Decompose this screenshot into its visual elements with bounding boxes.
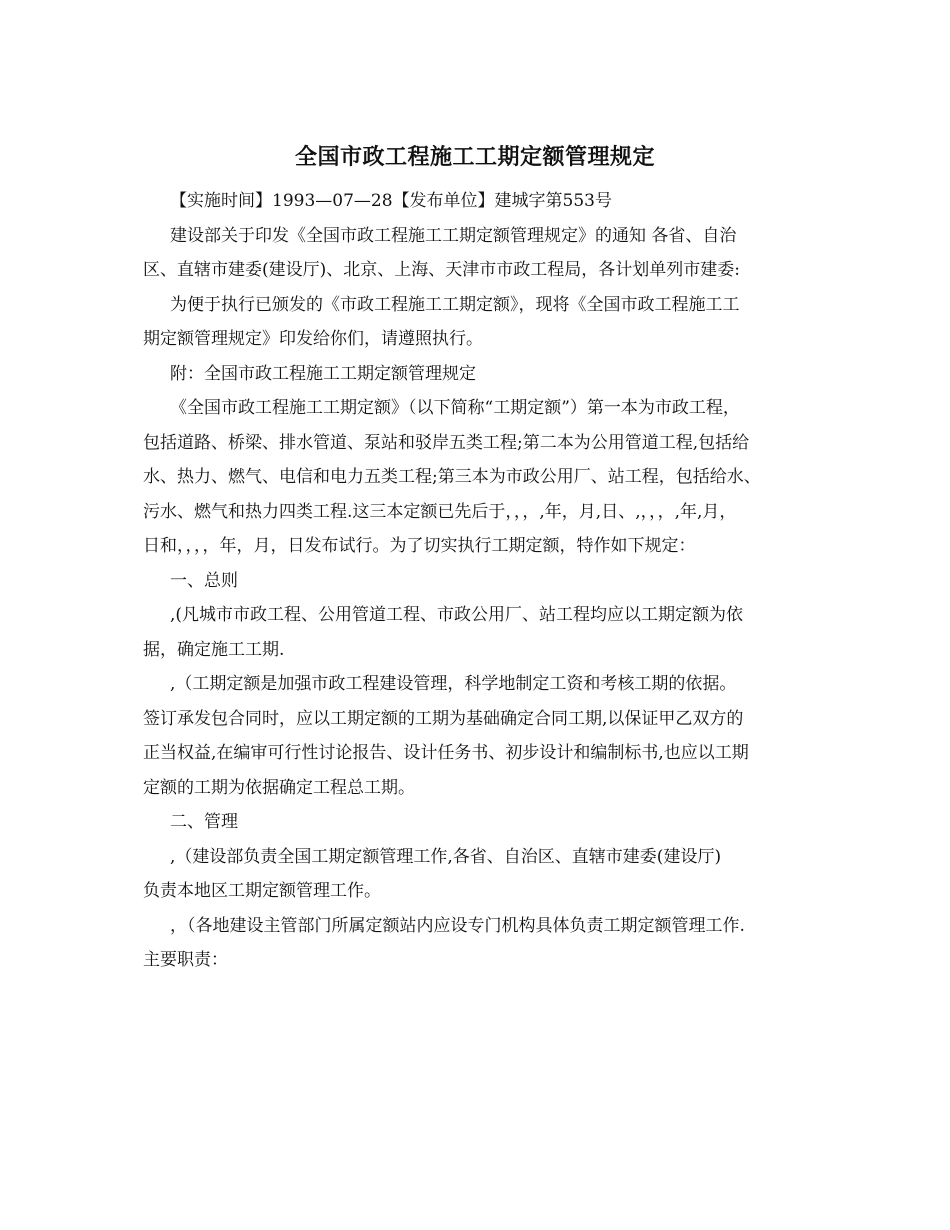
paragraph-line: ,（建设部负责全国工期定额管理工作,各省、自治区、直辖市建委(建设厅): [170, 846, 722, 867]
paragraph-line: 《全国市政工程施工工期定额》（以下简称“工期定额”）第一本为市政工程，: [170, 398, 740, 418]
paragraph-line: ,(凡城市市政工程、公用管道工程、市政公用厂、站工程均应以工期定额为依: [170, 605, 744, 625]
paragraph-line: 包括道路、桥梁、排水管道、泵站和驳岸五类工程;第二本为公用管道工程,包括给: [143, 432, 750, 453]
document-title: 全国市政工程施工工期定额管理规定: [294, 144, 655, 170]
paragraph-line: 水、热力、燃气、电信和电力五类工程;第三本为市政公用厂、站工程，包括给水、: [143, 467, 761, 487]
paragraph-line: 签订承发包合同时，应以工期定额的工期为基础确定合同工期,以保证甲乙双方的: [143, 708, 744, 729]
document-body: [143, 184, 828, 978]
paragraph-line: 污水、燃气和热力四类工程.这三本定额已先后于，，，,年，月,日、,，，，,年,月，: [143, 501, 737, 522]
paragraph-line: 期定额管理规定》印发给你们，请遵照执行。: [143, 329, 483, 349]
paragraph-line: 正当权益,在编审可行性讨论报告、设计任务书、初步设计和编制标书,也应以工期: [143, 743, 749, 763]
paragraph-line: 为便于执行已颁发的《市政工程施工工期定额》，现将《全国市政工程施工工: [170, 294, 740, 315]
paragraph-line: 定额的工期为依据确定工程总工期。: [143, 777, 415, 798]
meta-line: 【实施时间】1993—07—28【发布单位】建城字第553号: [170, 191, 612, 211]
paragraph-line: ，（各地建设主管部门所属定额站内应设专门机构具体负责工期定额管理工作.: [170, 915, 745, 936]
section-heading: 一、总则: [170, 570, 238, 591]
paragraph-line: 区、直辖市建委(建设厅)、北京、上海、天津市市政工程局，各计划单列市建委:: [143, 260, 740, 280]
paragraph-line: 日和，，，，年，月，日发布试行。为了切实执行工期定额，特作如下规定：: [143, 536, 696, 556]
section-heading: 二、管理: [170, 812, 238, 832]
paragraph-line: 据，确定施工工期.: [143, 639, 285, 660]
paragraph-line: ,（工期定额是加强市政工程建设管理，科学地制定工资和考核工期的依据。: [170, 674, 737, 694]
paragraph-line: 主要职责：: [143, 950, 228, 970]
appendix-line: 附：全国市政工程施工工期定额管理规定: [170, 363, 476, 384]
paragraph-line: 建设部关于印发《全国市政工程施工工期定额管理规定》的通知 各省、自治: [170, 225, 737, 246]
paragraph-line: 负责本地区工期定额管理工作。: [143, 881, 381, 901]
